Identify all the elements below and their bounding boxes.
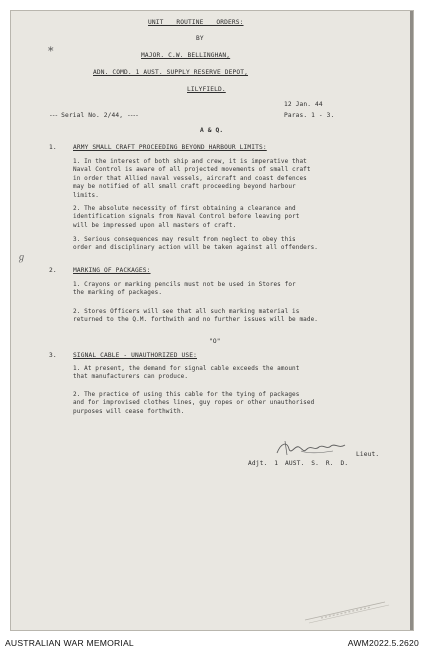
para-line: the marking of packages. xyxy=(73,289,163,297)
para-line: returned to the Q.M. forthwith and no further issues will be made. xyxy=(73,316,319,324)
section-1-para-1 xyxy=(73,158,311,200)
section-2-heading: MARKING OF PACKAGES: xyxy=(73,267,151,274)
para-line: 2. The absolute necessity of first obtaining a clearance and xyxy=(73,205,296,212)
section-1-heading: ARMY SMALL CRAFT PROCEEDING BEYOND HARBOUR LIMITS: xyxy=(73,144,267,151)
section-3-marker: "O" xyxy=(209,338,221,345)
faded-stamp xyxy=(301,596,391,626)
signatory-rank: Lieut. xyxy=(356,451,380,458)
serial-number-text: Serial No. 2/44, xyxy=(61,112,124,119)
document-title: UNIT ROUTINE ORDERS: xyxy=(148,19,244,26)
section-marker: A & Q. xyxy=(200,127,224,134)
para-line: 1. At present, the demand for signal cable exceeds the amount xyxy=(73,365,300,372)
serial-number: --- Serial No. 2/44, ---- xyxy=(49,112,138,119)
para-line: 1. In the interest of both ship and crew, it is imperative that xyxy=(73,158,307,165)
section-2-para-2 xyxy=(73,308,318,325)
para-line: and for improvised clothes lines, guy ropes or other unauthorised xyxy=(73,399,315,407)
margin-pen-mark: ⁎ xyxy=(48,41,54,54)
archive-reference: AWM2022.5.2620 xyxy=(347,638,419,648)
section-3-para-1 xyxy=(73,365,299,382)
section-3-number: 3. xyxy=(49,352,57,359)
unit-name: ADN. COMD. 1 AUST. SUPPLY RESERVE DEPOT, xyxy=(93,69,249,76)
para-line: order and disciplinary action will be taken against all offenders. xyxy=(73,244,319,252)
section-3-heading: SIGNAL CABLE - UNAUTHORIZED USE: xyxy=(73,352,198,359)
para-line: 2. Stores Officers will see that all such marking material is xyxy=(73,308,300,315)
section-2-para-1 xyxy=(73,281,296,298)
para-line: in order that Allied naval vessels, aircraft and coast defences xyxy=(73,174,307,182)
section-3-para-2 xyxy=(73,391,314,416)
para-line: will be impressed upon all masters of craft. xyxy=(73,221,237,229)
paragraph-range: Paras. 1 - 3. xyxy=(284,112,335,119)
order-date: 12 Jan. 44 xyxy=(284,101,323,108)
para-line: that manufacturers can produce. xyxy=(73,373,189,381)
unit-location: LILYFIELD. xyxy=(187,86,226,93)
para-line: limits. xyxy=(73,191,99,199)
para-line: purposes will cease forthwith. xyxy=(73,407,185,415)
issuing-officer: MAJOR. C.W. BELLINGHAN, xyxy=(141,52,231,59)
margin-pen-mark: ℊ xyxy=(17,253,27,263)
para-line: 2. The practice of using this cable for the tying of packages xyxy=(73,391,300,398)
document-sheet xyxy=(10,10,414,631)
section-1-para-2 xyxy=(73,205,299,230)
handwritten-signature xyxy=(273,437,353,459)
by-line: BY xyxy=(196,35,204,42)
institution-credit: AUSTRALIAN WAR MEMORIAL xyxy=(5,638,134,648)
para-line: Naval Control is aware of all projected movements of small craft xyxy=(73,166,311,174)
para-line: may be notified of all small craft proceeding beyond harbour xyxy=(73,183,296,191)
para-line: 1. Crayons or marking pencils must not be used in Stores for xyxy=(73,281,296,288)
section-2-number: 2. xyxy=(49,267,57,274)
section-1-number: 1. xyxy=(49,144,57,151)
signatory-appointment: Adjt. 1 AUST. S. R. D. xyxy=(248,460,349,467)
archive-footer xyxy=(0,633,424,653)
para-line: 3. Serious consequences may result from neglect to obey this xyxy=(73,236,296,243)
section-1-para-3 xyxy=(73,236,318,253)
para-line: identification signals from Naval Control before leaving port xyxy=(73,213,300,221)
